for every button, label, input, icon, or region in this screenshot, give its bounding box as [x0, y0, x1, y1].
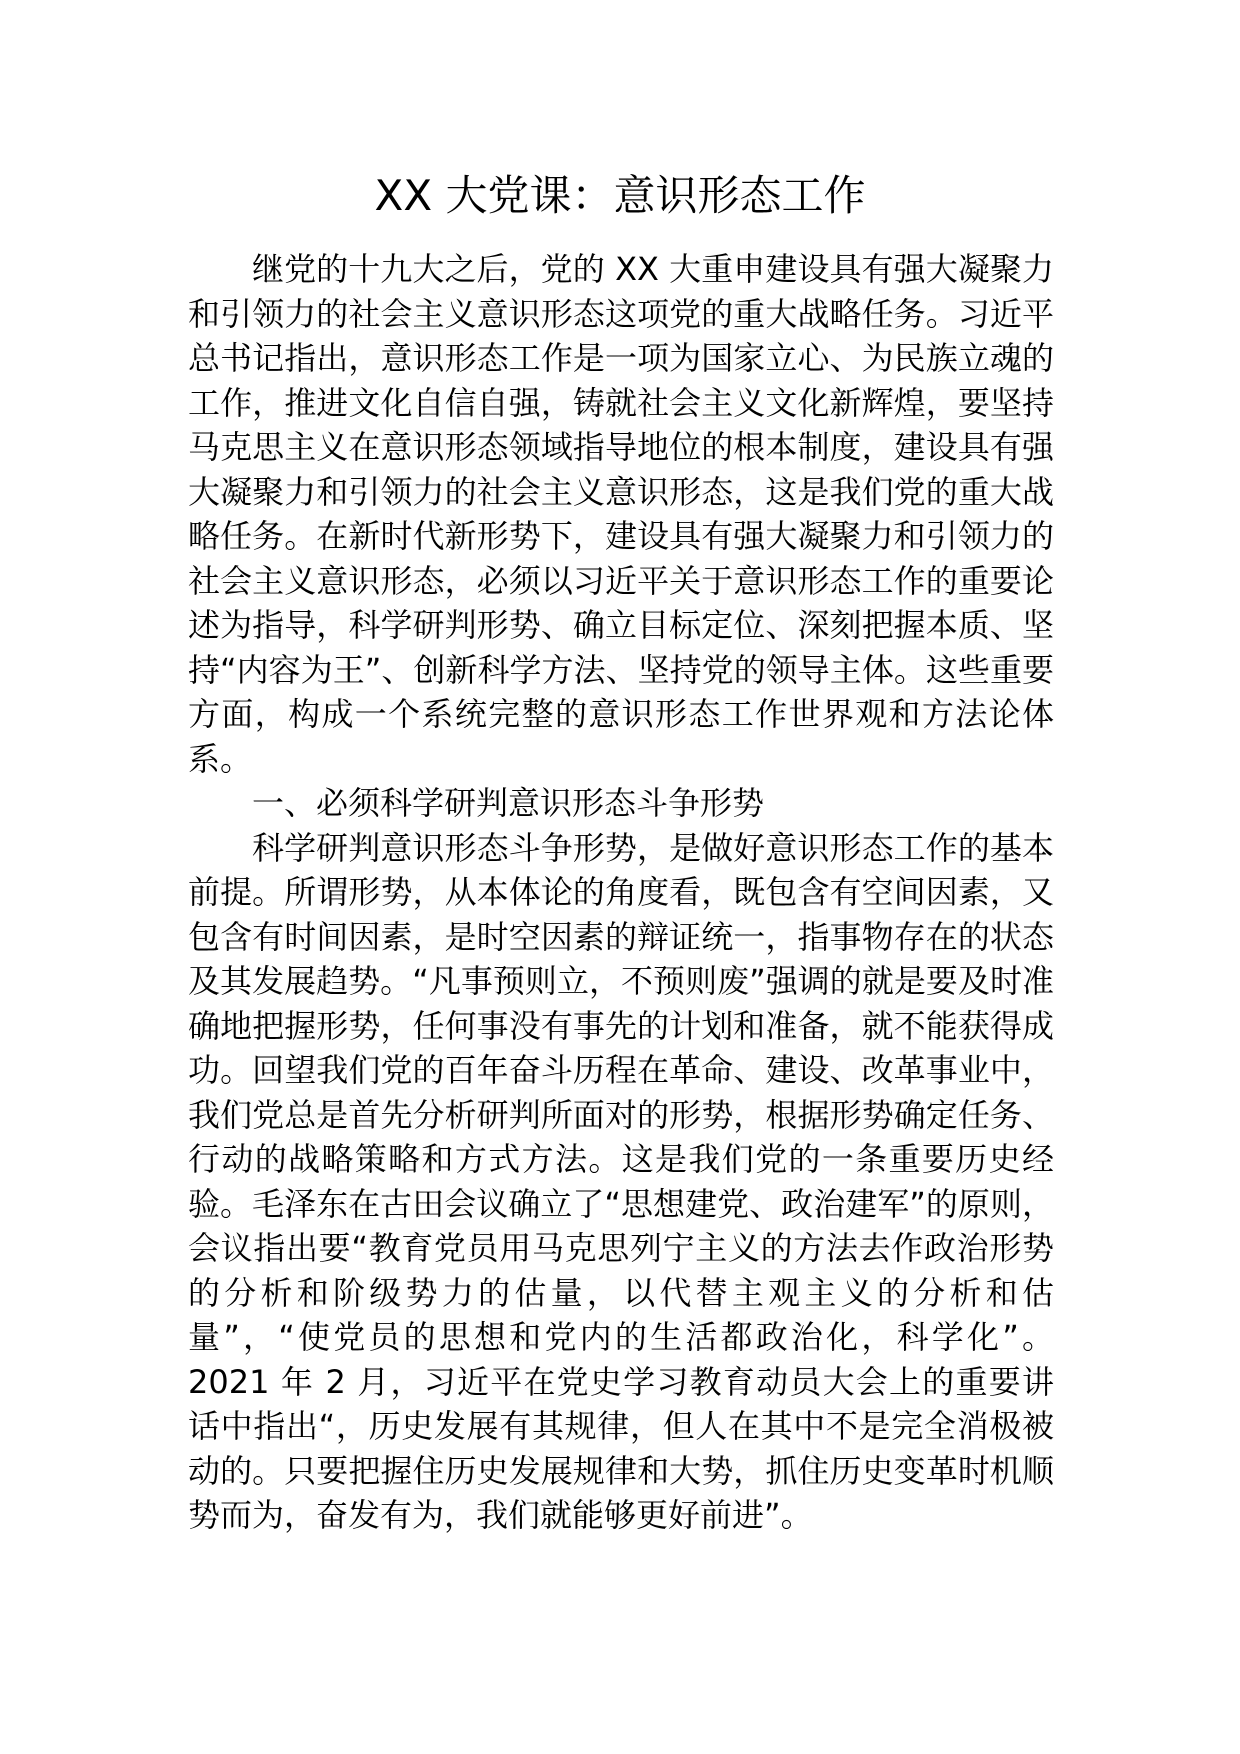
document-body — [188, 247, 1054, 1538]
section-heading: 一、必须科学研判意识形态斗争形势 — [252, 784, 765, 822]
document-title: XX 大党课：意识形态工作 — [374, 171, 866, 220]
section-paragraph: 科学研判意识形态斗争形势，是做好意识形态工作的基本前提。所谓形势，从本体论的角度看，既包含有空间因素，又包含有时间因素，是时空因素的辩证统一，指事物存在的状态及其发展趋势。“凡事预则立，不预则废”强调的就是要及时准确地把握形势，任何事没有事先的计划和准备，就不能获得成功。回望我们党的百年奋斗历程在革命、建设、改革事业中，我们党总是首先分析研判所面对的形势，根据形势确定任务、行动的战略策略和方式方法。这是我们党的一条重要历史经验。毛泽东在古田会议确立了“思想建党、政治建军”的原则，会议指出要“教育党员用马克思列宁主义的方法去作政治形势的分析和阶级势力的估量，以代替主观主义的分析和估量”，“使党员的思想和党内的生活都政治化，科学化”。2021 年 2 月，习近平在党史学习教育动员大会上的重要讲话中指出“，历史发展有其规律，但人在其中不是完全消极被动的。只要把握住历史发展规律和大势，抓住历史变革时机顺势而为，奋发有为，我们就能够更好前进”。 — [188, 828, 1054, 1534]
intro-paragraph: 继党的十九大之后，党的 XX 大重申建设具有强大凝聚力和引领力的社会主义意识形态这项党的重大战略任务。习近平总书记指出，意识形态工作是一项为国家立心、为民族立魂的工作，推进文化自信自强，铸就社会主义文化新辉煌，要坚持马克思主义在意识形态领域指导地位的根本制度，建设具有强大凝聚力和引领力的社会主义意识形态，这是我们党的重大战略任务。在新时代新形势下，建设具有强大凝聚力和引领力的社会主义意识形态，必须以习近平关于意识形态工作的重要论述为指导，科学研判形势、确立目标定位、深刻把握本质、坚持“内容为王”、创新科学方法、坚持党的领导主体。这些重要方面，构成一个系统完整的意识形态工作世界观和方法论体系。 — [188, 250, 1054, 778]
